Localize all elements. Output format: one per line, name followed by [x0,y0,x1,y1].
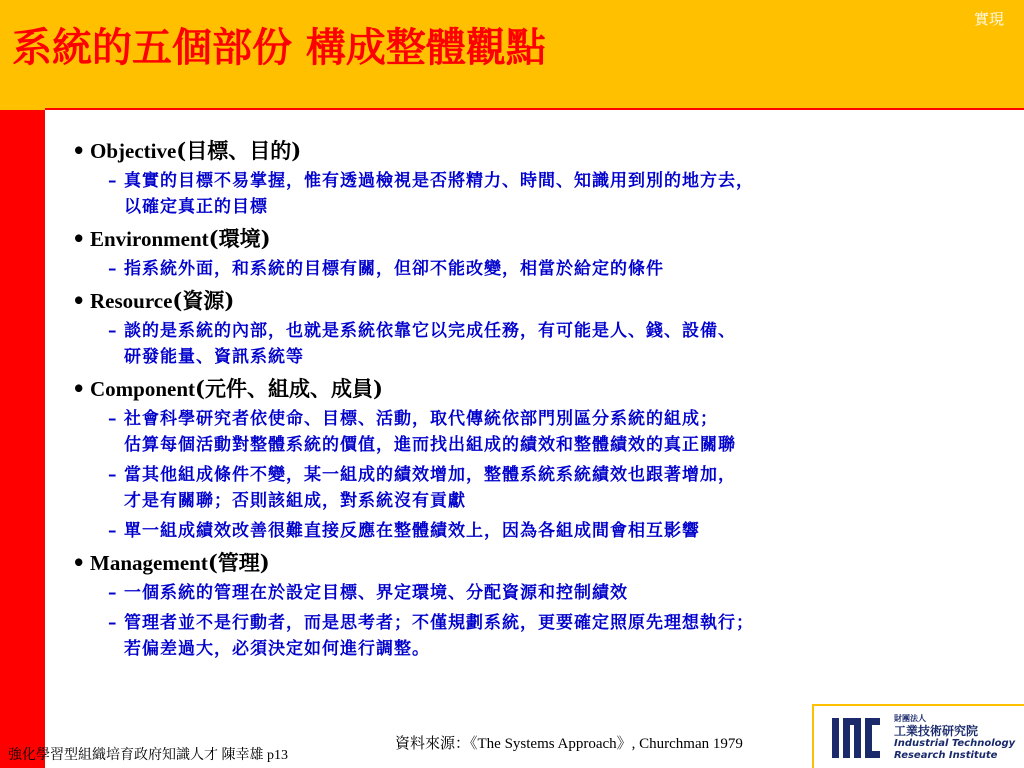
topic-label-en: Environment [90,227,209,251]
dash-icon: – [108,259,118,279]
dash-icon: – [108,409,118,429]
sub-item-line: 單一組成績效改善很難直接反應在整體績效上，因為各組成間會相互影響 [124,521,700,541]
topic-objective [72,136,1022,166]
sub-item [72,256,1022,282]
left-accent-bar [0,0,45,768]
sub-item-line: 才是有關聯；否則該組成，對系統沒有貢獻 [124,491,466,511]
sub-item-line: 以確定真正的目標 [124,197,268,217]
dash-icon: – [108,521,118,541]
topic-component [72,374,1022,404]
logo-text [894,714,1015,762]
dash-icon: – [108,613,118,633]
logo-name-en-1: Industrial Technology [894,738,1016,749]
topic-label-cn: (環境) [208,226,271,251]
sub-item-line: 一個系統的管理在於設定目標、界定環境、分配資源和控制績效 [124,583,628,603]
itri-logo-mark-icon [830,714,882,762]
topic-management [72,548,1022,578]
bullet-icon: • [72,138,86,163]
logo-name-cn: 工業技術研究院 [894,724,979,738]
bullet-icon: • [72,288,86,313]
logo-name-en-2: Research Institute [894,750,998,761]
sub-item [72,168,1022,220]
dash-icon: – [108,171,118,191]
sub-item [72,580,1022,606]
topic-label-en: Component [90,377,196,401]
header-divider [45,108,1024,110]
header-band [0,0,1024,110]
sub-item-line: 談的是系統的內部，也就是系統依靠它以完成任務，有可能是人、錢、設備、 [124,321,736,341]
source-citation: 資料來源：《The Systems Approach》, Churchman 1979 [395,736,743,752]
slide-content [72,136,1022,666]
topic-label-en: Resource [90,289,173,313]
footer-note: 強化學習型組織培育政府知識人才 陳幸雄 p13 [8,748,288,763]
sub-item-line: 指系統外面，和系統的目標有關，但卻不能改變，相當於給定的條件 [124,259,664,279]
topic-resource [72,286,1022,316]
logo-small-text: 財團法人 [894,714,926,723]
sub-item-line: 社會科學研究者依使命、目標、活動，取代傳統依部門別區分系統的組成； [124,409,718,429]
page-title: 系統的五個部份 構成整體觀點 [12,24,546,71]
dash-icon: – [108,583,118,603]
itri-logo [812,704,1024,768]
corner-label: 實現 [973,10,1004,28]
topic-label-cn: (管理) [207,550,270,575]
sub-item-line: 真實的目標不易掌握，惟有透過檢視是否將精力、時間、知識用到別的地方去， [124,171,754,191]
sub-item [72,318,1022,370]
bullet-icon: • [72,376,86,401]
topic-environment [72,224,1022,254]
bullet-icon: • [72,550,86,575]
sub-item [72,462,1022,514]
sub-item-line: 管理者並不是行動者，而是思考者；不僅規劃系統，更要確定照原先理想執行； [124,613,754,633]
topic-label-cn: (資源) [172,288,235,313]
topic-label-cn: (元件、組成、成員) [195,376,383,401]
sub-item [72,518,1022,544]
sub-item-line: 估算每個活動對整體系統的價值，進而找出組成的績效和整體績效的真正關聯 [124,435,736,455]
sub-item [72,610,1022,662]
sub-item [72,406,1022,458]
bullet-icon: • [72,226,86,251]
topic-label-en: Management [90,551,208,575]
sub-item-line: 研發能量、資訊系統等 [124,347,304,367]
sub-item-line: 若偏差過大，必須決定如何進行調整。 [124,639,430,659]
topic-label-en: Objective [90,139,177,163]
topic-label-cn: (目標、目的) [176,138,302,163]
dash-icon: – [108,465,118,485]
dash-icon: – [108,321,118,341]
sub-item-line: 當其他組成條件不變，某一組成的績效增加，整體系統系統績效也跟著增加， [124,465,736,485]
